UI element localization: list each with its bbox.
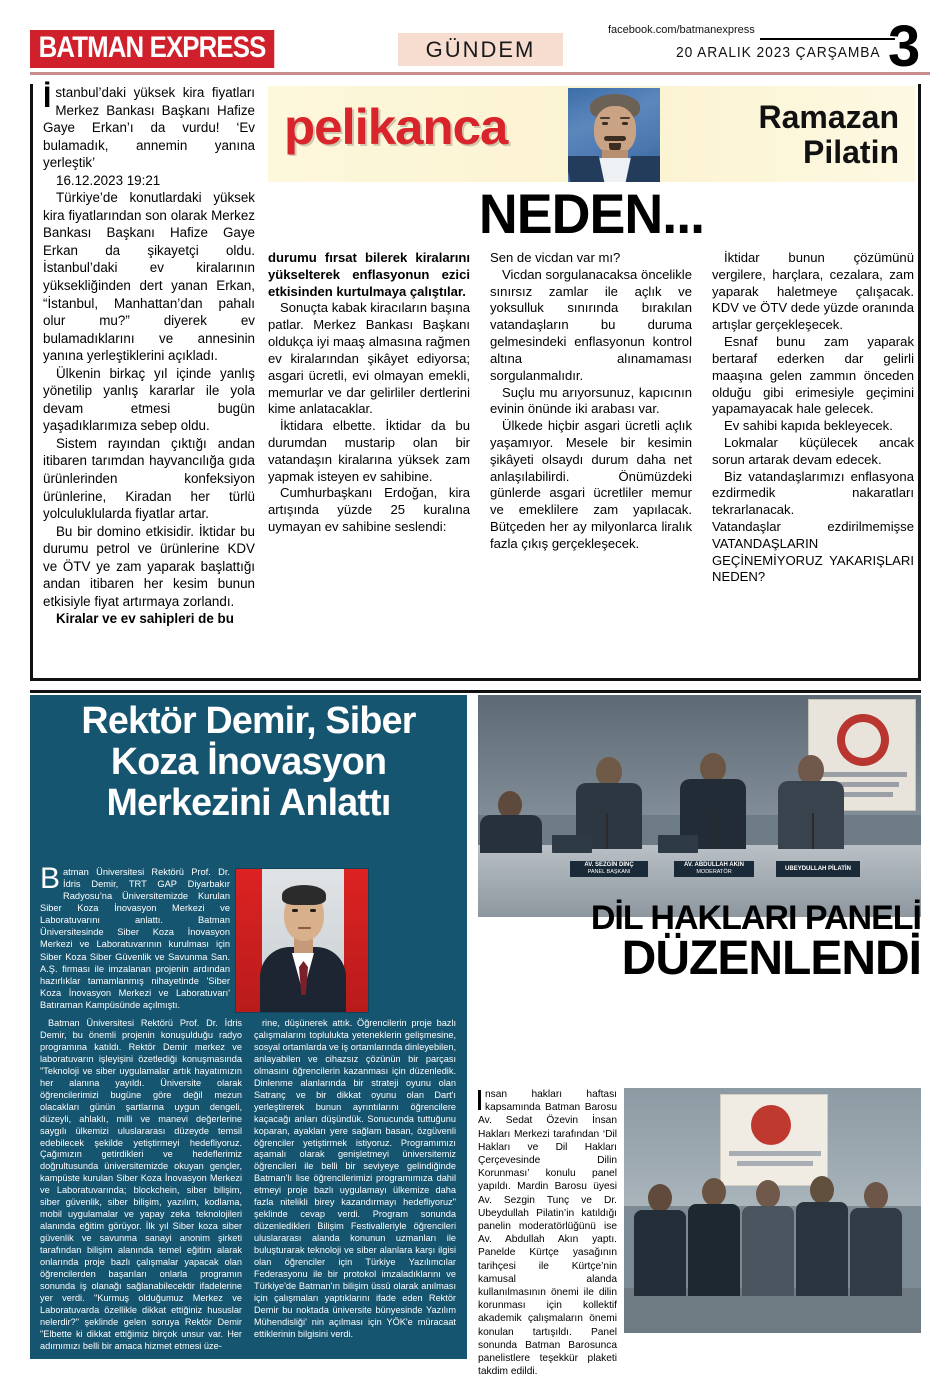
opinion-lead-column <box>43 81 255 678</box>
turkish-flag-left <box>236 869 262 1013</box>
feature-right-headline <box>478 899 921 986</box>
opinion-columns <box>268 250 918 678</box>
group-member-5-head <box>864 1182 888 1210</box>
feature-left-headline <box>32 701 465 824</box>
opinion-c2-p1: Sen de vicdan var mı? <box>490 250 621 265</box>
dropcap-letter: İ <box>43 81 52 114</box>
opinion-c2-p4: Ülkede hiçbir asgari ücretli açlık yaşamıyor. Mesele bir kesimin şikâyeti olsaydı durum daha net anlaşılabilirdi. Önümüzdeki günlerde asgari ücretliler memur ve emeklilere zam yapılacak. Bütçeden her ay milyonlarca liralık fazla çıkış gerçekleşecek. <box>490 418 692 551</box>
opinion-c3-p6: Vatandaşlar ezdirilmemişse VATANDAŞLARIN GEÇİNEMİYORUZ YAKARIŞLARI NEDEN? <box>712 519 914 585</box>
group-photo-banner-line-2 <box>737 1161 813 1166</box>
opinion-c3-p1: İktidar bunun çözümünü vergilere, harçlara, cezalara, zam yaparak haletmeye çalışacak. KDV ve ÖTV dede yüzde oranında artışlar gerçekleşecek. <box>712 250 914 333</box>
feature-left-body <box>30 858 467 1359</box>
opinion-column-3 <box>712 250 914 678</box>
nameplate-2-sub: MODERATÖR <box>696 869 732 876</box>
opinion-column-1 <box>268 250 470 678</box>
feature-left-headline-box <box>30 695 467 858</box>
facebook-handle[interactable]: facebook.com/batmanexpress <box>608 24 755 36</box>
panel-microphone-1 <box>606 813 608 849</box>
opinion-c1-p3: İktidara elbette. İktidar da bu durumdan mustarip olan bir vatandaşın kiralarına yüksek zam yapmak isteyen ev sahibine. <box>268 418 470 484</box>
feature-right-headline-line1: DİL HAKLARI PANELİ <box>590 899 921 937</box>
nameplate-1-sub: PANEL BAŞKANI <box>587 869 631 876</box>
feature-left-intro <box>40 862 230 1011</box>
opinion-c3-p2: Esnaf bunu zam yaparak bertaraf ederken dar gelirli maaşına gelen zammın önceden olduğu gibi erimesiyle geçimini yapamayacak hale gelecek. <box>712 334 914 417</box>
column-banner <box>268 86 915 182</box>
panel-microphone-2 <box>714 811 716 849</box>
author-first-name: Ramazan <box>758 99 899 135</box>
opinion-c3-p5: Biz vatandaşlarımızı enflasyona ezdirmedik nakaratları tekrarlanacak. <box>712 468 914 518</box>
opinion-c2-p2: Vicdan sorgulanacaksa öncelikle sınırsız zamlar ile açlık ve yoksulluk sınırında bırakılan vatandaşların bu duruma gelmesindeki enflasyonun kontrol altına alınamaması sorgulanmalıdır. <box>490 266 692 383</box>
feature-left-col-b-text: rine, düşünerek attık. Öğrencilerin proje bazlı çalışmalarını toplulukta yeteneklerin gelişmesine, sosyal ortamlarda ve iş ortamlarında dinleyebilen, anlayabilen ve cihazsız çözünün bir parçası olmasını öğrencilerin kazanması için düzenledik. Dinlenme alanlarında bir strateji oyunu olan Satranç ve bir dikkat oyunu olan Dart'ı yerleştirerek bunun ayrıntılarını öğrencilere kaçacağı anları düşündük. Sonucunda tuttuğunu koparan, ayakları yere sağlam basan, özgüvenli öğrenciler yetiştirmek istiyoruz. Programımızı aşamalı olarak genişletmeyi üniversitemiz öğrencileri ile belli bir seviyeye gelindiğinde Batman'lı lise öğrencilerimizi programımıza dahil etmeyi proje bazlı uygulamayı ülkemize daha fazla nitelikli birey kazandırmayı hedefliyoruz" şeklinde cevap verdi. Program sonunda düzenledikleri Bilişim Festivalleriyle öğrencileri uluslararası alanda konunun uzmanları ile buluşturarak teknoloji ve siber alanlara karşı ilgisi olan öğrenciler için Türkiye Yazılımcılar Federasyonu ile bir protokol imzaladıklarını ve Türkiye'de Batman'ın bilişim üssü olarak anılması için çalışmaları yaptıklarını ifade eden Rektör Demir bu noktada üniversite bünyesinde Yazılım Mühendisliği' nin açılması için YÖK'e müracaat ettiklerinin bilgisini verdi. <box>254 1018 456 1339</box>
feature-right-body-paragraph: nsan hakları haftası kapsamında Batman Barosu Av. Sedat Özevin İnsan Hakları Merkezi tarafından ‘Dil Hakları ve Dil Hakları Çerçevesinde Dilin Korunması’ konulu panel yapıldı. Mardin Barosu üyesi Av. Sezgin Tunç ve Dr. Ubeydullah Pilatin’in katıldığı panelin moderatörlüğünü ise Av. Abdullah Akın yaptı. Panelde Kürtçe yasağının tarihçesi ile Kürtçe’nin kamusal alanda kullanılmasının önemi ile dilin korunması için kollektif akademik çalışmaların önemi konulan tartışıldı. Panel sonunda Batman Barosunca panelistlere teşekkür plaketi takdim edildi. <box>478 1089 617 1378</box>
panel-laptop-2 <box>658 835 698 853</box>
group-member-5-body <box>850 1208 902 1296</box>
opinion-lead-text: stanbul’daki yüksek kira fiyatları Merkez Bankası Başkanı Hafize Gaye Erkan’ı da vurdu! ‘Ev bulamadık, annemin yanına yerleştik’ <box>43 85 255 171</box>
author-last-name: Pilatin <box>802 133 899 170</box>
bottom-section <box>0 690 951 1378</box>
feature-left-columns <box>40 1018 457 1353</box>
feature-left-column-b <box>254 1018 456 1353</box>
feature-left-headline-line2: Koza İnovasyon <box>110 741 387 784</box>
group-member-2-body <box>688 1204 740 1296</box>
feature-right-headline-line2: DÜZENLENDİ <box>621 932 921 986</box>
group-photo <box>624 1088 921 1333</box>
opinion-right-border <box>918 84 921 680</box>
feature-right-body <box>478 1088 617 1378</box>
group-member-2-head <box>702 1178 726 1206</box>
feature-left-column-a <box>40 1018 242 1353</box>
rector-photo <box>235 868 369 1013</box>
opinion-c2-p3: Suçlu mu arıyorsunuz, kapıcının evinin önünde iki arabası var. <box>490 384 692 417</box>
opinion-article <box>0 78 951 684</box>
section-divider <box>30 690 921 693</box>
nameplate-panelist-2 <box>674 861 754 877</box>
nameplate-panelist-3 <box>776 861 860 877</box>
nameplate-2-role: AV. ABDULLAH AKIN <box>684 862 744 869</box>
feature-left-intro-text: atman Üniversitesi Rektörü Prof. Dr. İdris Demir, TRT GAP Diyarbakır Radyosu’na Üniversitemizde Kurulan Siber Koza İnovasyon Merkezi ve Laboratuvarını anlattı. Batman Üniversitesinde Siber Koza İnovasyon Merkezi ve Laboratuvarının kurulması için Siber Koza Siber Güvenlik ve Savunma San. A.Ş. firması ile imzalanan projenin ardından hazırlıklar tamamlanmış nihayetinde 'Siber Koza İnovasyon Merkezi ve Laboratuvarı' Batıraman Kampüsünde açılmıştı. <box>40 867 230 1010</box>
section-tag: GÜNDEM <box>398 33 563 66</box>
opinion-lead-paragraph <box>43 81 255 172</box>
newspaper-logo[interactable]: BATMAN EXPRESS <box>30 30 274 68</box>
rector-photo-hair <box>282 885 326 905</box>
publication-date: 20 ARALIK 2023 ÇARŞAMBA <box>676 44 881 61</box>
group-member-1-body <box>634 1210 686 1296</box>
pelikanca-logo: pelikanca <box>284 99 508 155</box>
header-dash-rule <box>760 38 895 40</box>
opinion-column-2 <box>490 250 692 678</box>
masthead <box>0 0 951 84</box>
opinion-c1-p4: Cumhurbaşkanı Erdoğan, kira artışında yüzde 25 kuralına uymayan ev sahibine seslendi: <box>268 485 470 534</box>
group-member-3-head <box>756 1180 780 1208</box>
opinion-left-border <box>30 84 33 680</box>
opinion-timestamp: 16.12.2023 19:21 <box>56 172 161 188</box>
panelist-3-body <box>778 781 844 849</box>
author-photo-brow-left <box>600 117 610 119</box>
opinion-lead-p4: Sistem rayından çıktığı andan itibaren tarımdan hayvancılığa gıda ürünlerinden konfeksiyon ürünlerine, Kiradan her türlü yolculuklularda fiyatlar artar. <box>43 435 255 522</box>
opinion-c3-p4: Lokmalar küçülecek ancak sorun artarak devam edecek. <box>712 434 914 467</box>
group-photo-seal <box>751 1105 791 1145</box>
audience-body-left <box>480 815 542 853</box>
rector-photo-mouth <box>298 927 311 929</box>
author-photo-jacket-left <box>568 156 605 182</box>
feature-left-col-a-text: Batman Üniversitesi Rektörü Prof. Dr. İdris Demir, bu önemli projenin konuşulduğu radyo programına katıldı. Rektör Demir merkez ve laboratuvarın işleyişini özetlediği konuşmasında "Teknoloji ve siber uygulamalar artık hayatımızın her alanına yayıldı. Üniversite olarak öğrencilerimizi bugüne göre değil mezun olacakları günün şartlarına uygun dengeli, düzeyli, ahlaklı, milli ve manevi değerlerine saygılı ülkemizi uluslararası düzeyde temsil edebilecek şekilde yetiştirmeyi hedefliyoruz. Çağımızın getirdikleri ve hedeflerimiz doğrultusunda üniversitemizde okuyan gençler, kampüste kurulan Siber Koza İnovasyon Merkezi ve Laboratuvarında; blockchein, siber bilişim, siber güvenlik, siber bilişim, yazılım, kodlama, mobil uygulamalar ve yapay zeka teknolojileri alanında eğitim görüyor. İlk yıl Siber koza siber güvenlik ve savunma sanayi anonim şirketi tarafından bilişim alanında temel eğitim alarak onlarında proje bazlı çalışmalar yapacak olan öğrencilerden başarıları onlarla programın sonunda iş olanağı sağlanabilecektir ifadelerine yer verdi. "Kurmuş olduğumuz Merkez ve Laboratuvarda özellikle dikkat ettiğiniz hususlar nelerdir?" şeklinde gelen soruya Rektör Demir "Elbette ki dikkat ettiğimiz birçok unsur var. Her adımımızı belli bir amaca hizmet etmesi üze- <box>40 1018 242 1351</box>
opinion-lead-p5: Bu bir domino etkisidir. İktidar bu durumu petrol ve ürünlerine KDV ve ÖTV ye zam yaparak başlattığı andan itibaren her kesim bunun etkisiyle fiyat artırmaya zorlandı. <box>43 523 255 609</box>
opinion-headline: NEDEN... <box>478 182 705 245</box>
panel-photo <box>478 695 921 917</box>
page-number: 3 <box>888 14 921 79</box>
nameplate-panelist-1 <box>570 861 648 877</box>
rector-photo-eye-right <box>310 909 316 912</box>
masthead-rule <box>30 72 930 75</box>
opinion-lead-p3: Ülkenin birkaç yıl içinde yanlış yönetilip yanlış kararlar ile yola devam etmesi bugün yaşadıklarımıza sebep oldu. <box>43 365 255 434</box>
author-photo-eye-left <box>602 122 608 125</box>
panel-laptop-1 <box>552 835 592 853</box>
nameplate-3-role: UBEYDULLAH PİLATİN <box>785 865 851 872</box>
rector-photo-eye-left <box>292 909 298 912</box>
panel-microphone-3 <box>812 813 814 849</box>
feature-left-dropcap: B <box>40 862 61 895</box>
group-photo-backdrop-banner <box>720 1094 828 1186</box>
group-member-1-head <box>648 1184 672 1212</box>
author-name <box>619 100 899 169</box>
paragraph-initial-bar <box>478 1090 481 1110</box>
opinion-c3-p3: Ev sahibi kapıda bekleyecek. <box>724 418 893 434</box>
group-member-4-body <box>796 1202 848 1296</box>
opinion-lead-p2: Türkiye’de konutlardaki yüksek kira fiyatlarından son olarak Merkez Bankası Başkanı Hafize Gaye Erkan da şikayetçi oldu. İstanbul’daki ev kiralarının yüksekliğinden dert yanan Erkan, “İstanbul, Manhattan’dan pahalı olur mu?” diyerek ev bulamadıklarını ve annesinin yanına yerleştiklerini açıkladı. <box>43 190 255 364</box>
feature-right-body-text <box>478 1088 617 1378</box>
group-member-4-head <box>810 1176 834 1204</box>
opinion-bottom-border <box>30 678 921 681</box>
feature-left-headline-line3: Merkezini Anlattı <box>106 782 391 825</box>
feature-left-headline-line1: Rektör Demir, Siber <box>81 700 416 742</box>
turkish-flag-right <box>344 869 369 1013</box>
opinion-c1-p1: durumu fırsat bilerek kiralarını yükselterek enflasyonun ezici etkisinden kurtulmaya çalıştılar. <box>268 250 470 299</box>
nameplate-1-role: AV. SEZGİN DİNÇ <box>584 862 634 869</box>
bar-association-seal-inner <box>845 722 881 758</box>
opinion-lead-p6: Kiralar ve ev sahipleri de bu <box>56 611 234 627</box>
opinion-c1-p2: Sonuçta kabak kiracıların başına patlar. Merkez Bankası Başkanı oldukça iyi maaş almasına rağmen ev kiralarından şikâyet ediyorsa; asgari ücretli, evi olmayan emekli, memurlar ve dar gelirliler dertlerini kime anlatacaklar. <box>268 300 470 417</box>
banner-text-line-1 <box>819 772 907 777</box>
group-photo-banner-line-1 <box>729 1151 821 1156</box>
group-member-3-body <box>742 1206 794 1296</box>
